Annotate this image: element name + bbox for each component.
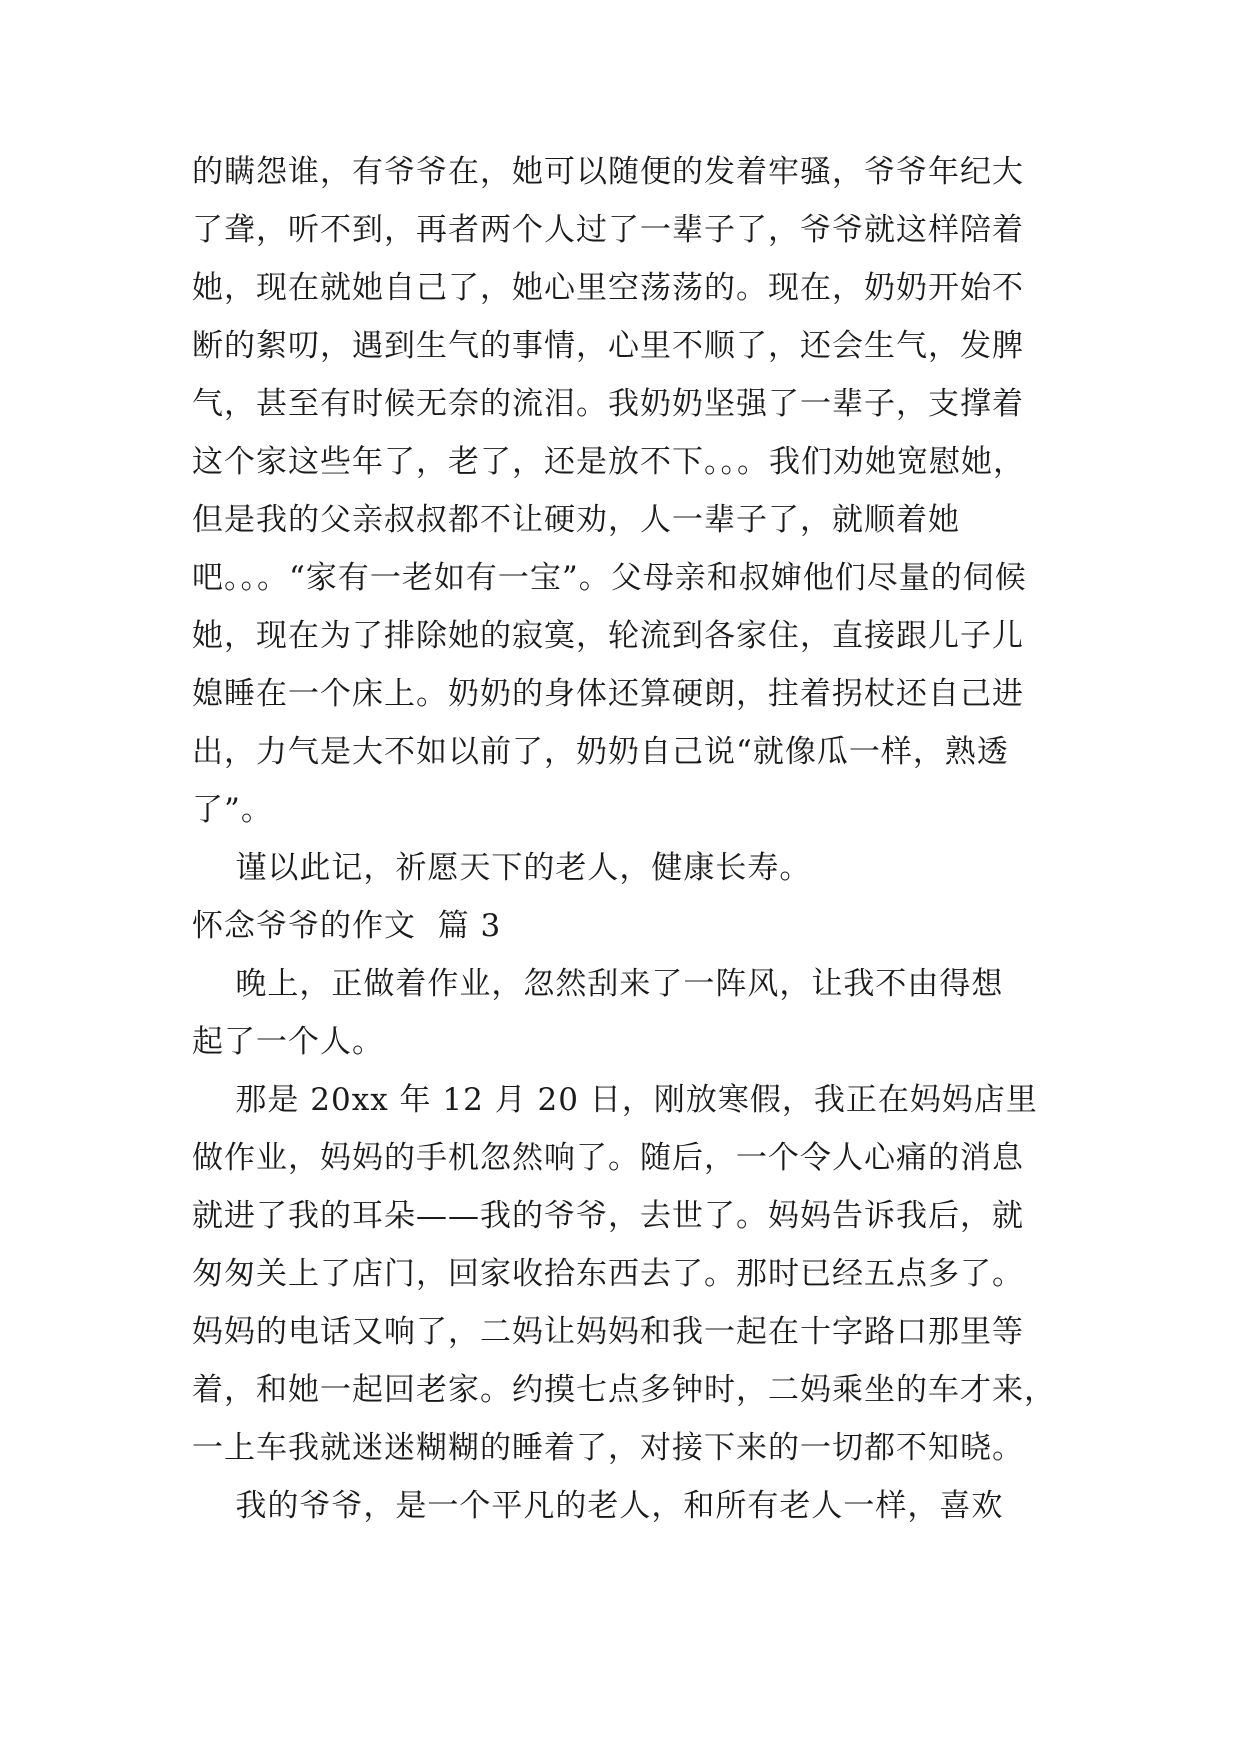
text-line: 一上车我就迷迷糊糊的睡着了，对接下来的一切都不知晓。 [192,1430,1024,1466]
text-line: 断的絮叨，遇到生气的事情，心里不顺了，还会生气，发脾 [192,328,1024,364]
text-line: 着，和她一起回老家。约摸七点多钟时，二妈乘坐的车才来， [192,1372,1056,1408]
text-line: 出，力气是大不如以前了，奶奶自己说“就像瓜一样，熟透 [192,734,1009,770]
section-heading: 怀念爷爷的作文 篇 3 [192,908,502,944]
text-line: 匆匆关上了店门，回家收拾东西去了。那时已经五点多了。 [192,1256,1024,1292]
text-line: 气，甚至有时候无奈的流泪。我奶奶坚强了一辈子，支撑着 [192,386,1024,422]
text-line: 这个家这些年了，老了，还是放不下。。。我们劝她宽慰她， [192,444,1025,480]
text-line: 谨以此记，祈愿天下的老人，健康长寿。 [192,850,812,886]
text-line: 媳睡在一个床上。奶奶的身体还算硬朗，拄着拐杖还自己进 [192,676,1024,712]
text-line: 但是我的父亲叔叔都不让硬劝，人一辈子了，就顺着她 [192,502,960,538]
text-line: 起了一个人。 [192,1024,384,1060]
text-line: 了”。 [192,792,273,828]
text-line: 就进了我的耳朵——我的爷爷，去世了。妈妈告诉我后，就 [192,1198,1024,1234]
text-line: 了聋，听不到，再者两个人过了一辈子了，爷爷就这样陪着 [192,212,1024,248]
text-line: 的瞒怨谁，有爷爷在，她可以随便的发着牢骚，爷爷年纪大 [192,154,1024,190]
text-line: 她，现在为了排除她的寂寞，轮流到各家住，直接跟儿子儿 [192,618,1024,654]
text-line: 那是 20xx 年 12 月 20 日，刚放寒假，我正在妈妈店里 [192,1082,1038,1118]
text-line: 做作业，妈妈的手机忽然响了。随后，一个令人心痛的消息 [192,1140,1024,1176]
text-line: 她，现在就她自己了，她心里空荡荡的。现在，奶奶开始不 [192,270,1024,306]
text-line: 晚上，正做着作业，忽然刮来了一阵风，让我不由得想 [192,966,1004,1002]
text-line: 我的爷爷，是一个平凡的老人，和所有老人一样，喜欢 [192,1488,1004,1524]
text-line: 妈妈的电话又响了，二妈让妈妈和我一起在十字路口那里等 [192,1314,1024,1350]
text-line: 吧。。。“家有一老如有一宝”。父母亲和叔婶他们尽量的伺候 [192,560,1027,596]
